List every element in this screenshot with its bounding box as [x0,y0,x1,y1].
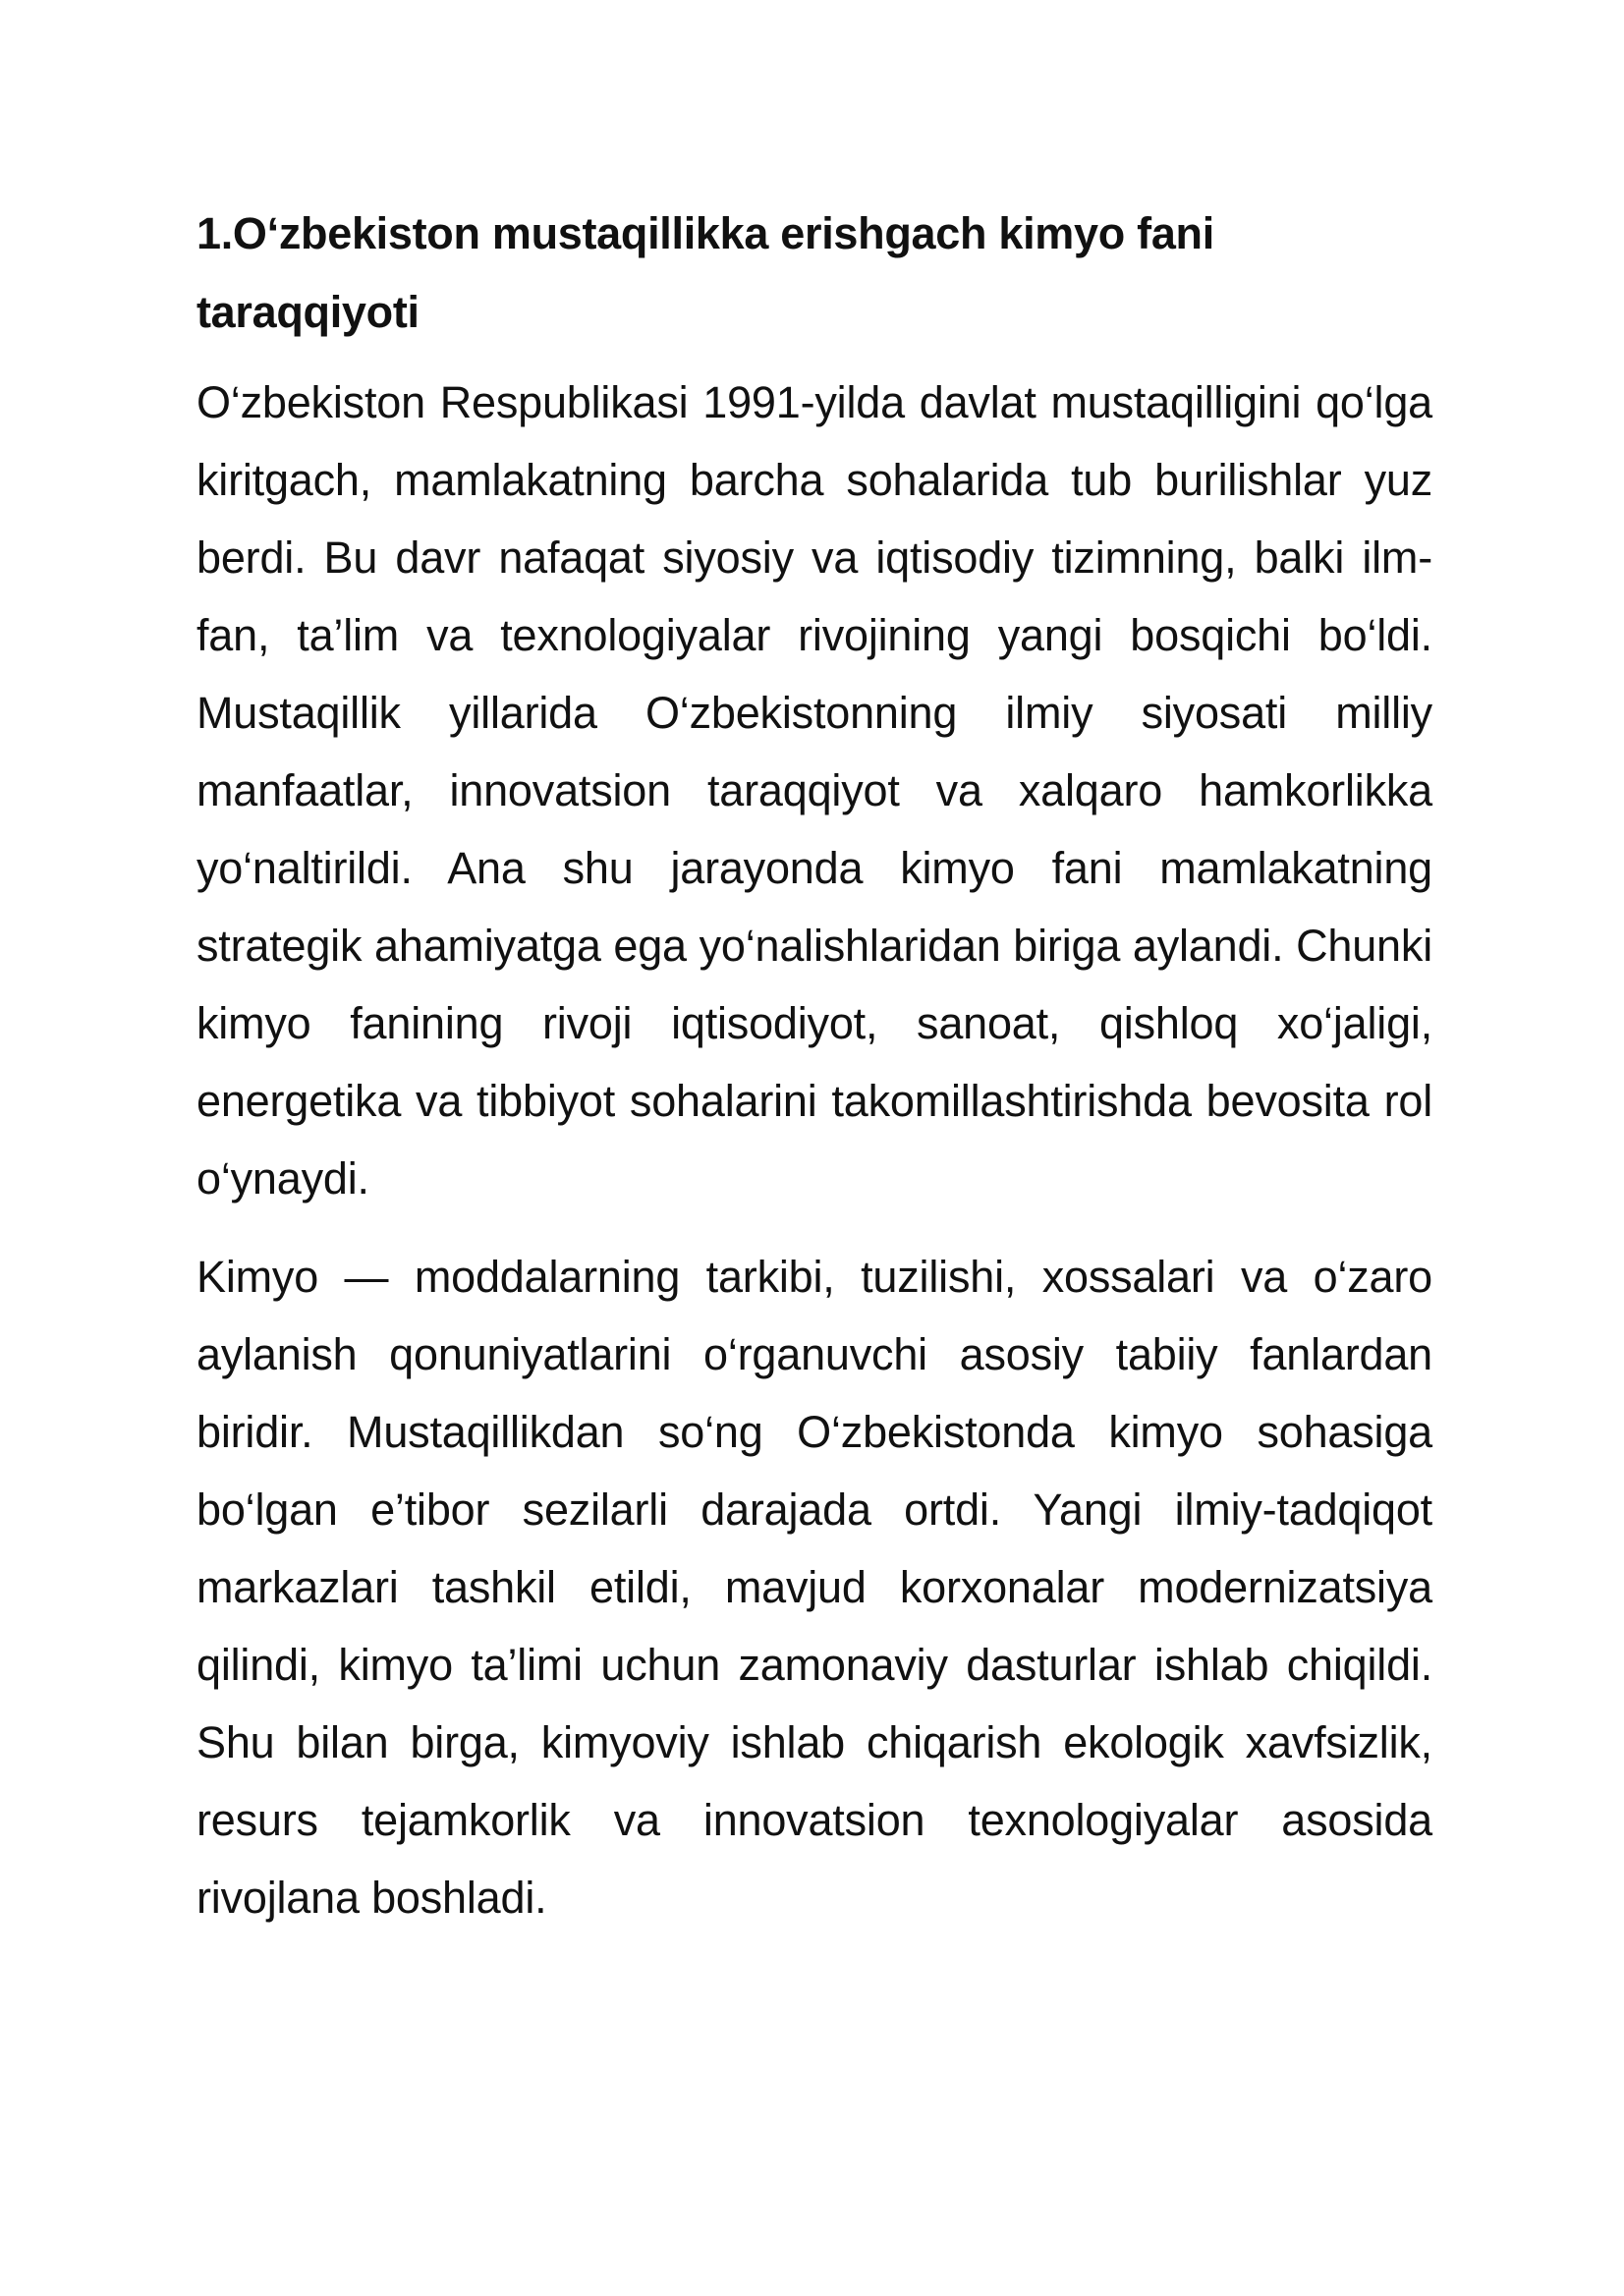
paragraph: Kimyo — moddalarning tarkibi, tuzilishi, xossalari va o‘zaro aylanish qonuniyatlarini o‘rganuvchi asosiy tabiiy fanlardan biridir. Mustaqillikdan so‘ng O‘zbekistonda kimyo sohasiga bo‘lgan e’tibor sezilarli darajada ortdi. Yangi ilmiy-tadqiqot markazlari tashkil etildi, mavjud korxonalar modernizatsiya qilindi, kimyo ta’limi uchun zamonaviy dasturlar ishlab chiqildi. Shu bilan birga, kimyoviy ishlab chiqarish ekologik xavfsizlik, resurs tejamkorlik va innovatsion texnologiyalar asosida rivojlana boshladi. [196,1252,1432,1923]
document-body [196,195,1432,1936]
section-heading: 1.O‘zbekiston mustaqillikka erishgach kimyo fani taraqqiyoti [196,208,1214,337]
paragraph: O‘zbekiston Respublikasi 1991-yilda davlat mustaqilligini qo‘lga kiritgach, mamlakatning barcha sohalarida tub burilishlar yuz berdi. Bu davr nafaqat siyosiy va iqtisodiy tizimning, balki ilm-fan, ta’lim va texnologiyalar rivojining yangi bosqichi bo‘ldi. Mustaqillik yillarida O‘zbekistonning ilmiy siyosati milliy manfaatlar, innovatsion taraqqiyot va xalqaro hamkorlikka yo‘naltirildi. Ana shu jarayonda kimyo fani mamlakatning strategik ahamiyatga ega yo‘nalishlaridan biriga aylandi. Chunki kimyo fanining rivoji iqtisodiyot, sanoat, qishloq xo‘jaligi, energetika va tibbiyot sohalarini takomillashtirishda bevosita rol o‘ynaydi. [196,377,1432,1204]
